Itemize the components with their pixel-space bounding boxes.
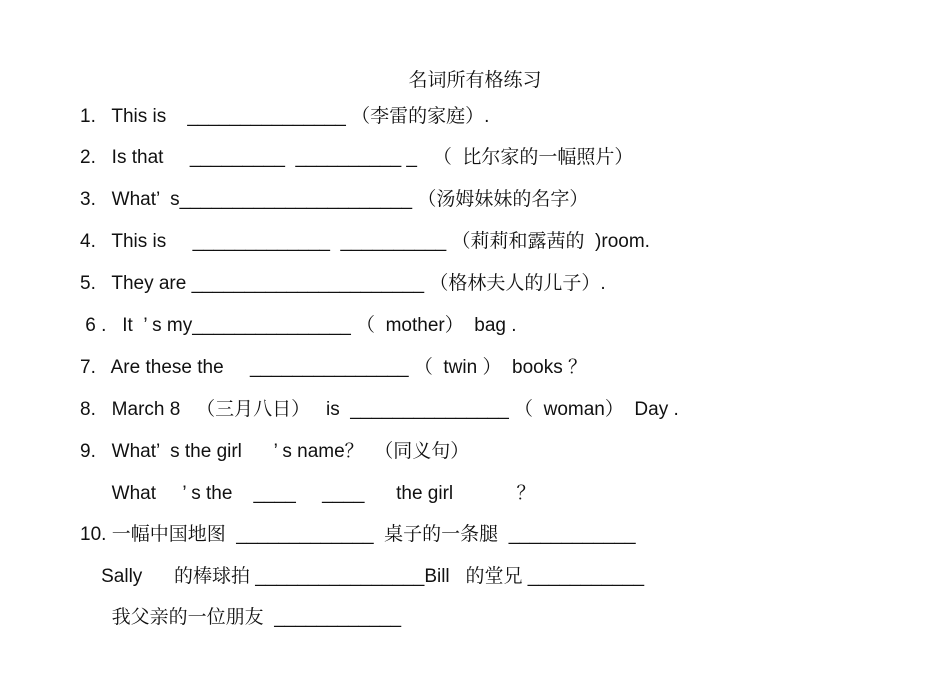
question-10-line-2: Sally 的棒球拍 ________________Bill 的堂兄 ___________ [80,566,645,587]
question-10: 10. 一幅中国地图 _____________ 桌子的一条腿 ____________ [80,524,636,545]
question-9-rewrite: What ’ s the ____ ____ the girl ？ [80,483,536,504]
question-8: 8. March 8 （三月八日） is _______________ （ woman） Day . [80,399,679,420]
question-3: 3. What’ s______________________ （汤姆妹妹的名字） [80,189,589,210]
question-2: 2. Is that _________ __________ _ （ 比尔家的一幅照片） [80,147,634,168]
page-title: 名词所有格练习 [408,70,542,91]
question-6: 6 . It ’ s my_______________ （ mother） bag . [80,315,517,336]
question-10-line-3: 我父亲的一位朋友 ____________ [80,607,402,628]
question-7: 7. Are these the _______________ （ twin ） books ？ [80,357,587,378]
question-5: 5. They are ______________________ （格林夫人的儿子）. [80,273,606,294]
question-1: 1. This is _______________ （李雷的家庭）. [80,106,490,127]
question-4: 4. This is _____________ __________ （莉莉和露茜的 )room. [80,231,650,252]
question-9: 9. What’ s the girl ’ s name？ （同义句） [80,441,470,462]
